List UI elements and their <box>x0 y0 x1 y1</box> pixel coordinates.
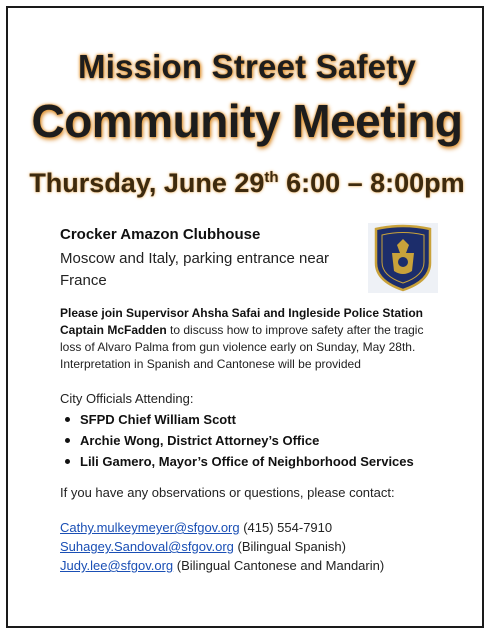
meeting-description <box>60 305 445 373</box>
officials-heading: City Officials Attending: <box>60 391 194 406</box>
official-item: SFPD Chief William Scott <box>60 409 414 430</box>
contact-row <box>60 518 384 537</box>
contact-note: (Bilingual Cantonese and Mandarin) <box>173 558 385 573</box>
meeting-date: Thursday, June 29 <box>29 168 265 198</box>
date-suffix: th <box>264 169 279 186</box>
contact-email-link[interactable]: Suhagey.Sandoval@sfgov.org <box>60 539 234 554</box>
contact-list <box>60 518 384 575</box>
contact-row <box>60 556 384 575</box>
contact-intro: If you have any observations or questions, please contact: <box>60 485 395 500</box>
venue-address: Moscow and Italy, parking entrance near France <box>60 250 330 289</box>
contact-note: (415) 554-7910 <box>239 520 333 535</box>
flyer-title-line1: Mission Street Safety <box>78 48 416 85</box>
venue-name: Crocker Amazon Clubhouse <box>60 226 261 243</box>
intro-text: to discuss how to improve safety after the tragic loss of Alvaro Palma from gun violence early on Sunday, May 28th. <box>60 323 424 354</box>
sfpd-badge-icon <box>368 223 438 293</box>
officials-list <box>60 409 414 472</box>
intro-bold-text: Please join Supervisor Ahsha Safai and Ingleside Police Station Captain McFadden <box>60 306 423 337</box>
contact-row <box>60 537 384 556</box>
contact-email-link[interactable]: Judy.lee@sfgov.org <box>60 558 174 573</box>
meeting-date-time <box>0 168 494 199</box>
flyer-title-line2: Community Meeting <box>31 95 463 147</box>
meeting-time: 6:00 – 8:00pm <box>278 168 465 198</box>
contact-email-link[interactable]: Cathy.mulkeymeyer@sfgov.org <box>60 520 240 535</box>
official-item: Lili Gamero, Mayor’s Office of Neighborhood Services <box>60 451 414 472</box>
contact-note: (Bilingual Spanish) <box>233 539 346 554</box>
interpretation-note: Interpretation in Spanish and Cantonese will be provided <box>60 357 361 371</box>
official-item: Archie Wong, District Attorney’s Office <box>60 430 414 451</box>
